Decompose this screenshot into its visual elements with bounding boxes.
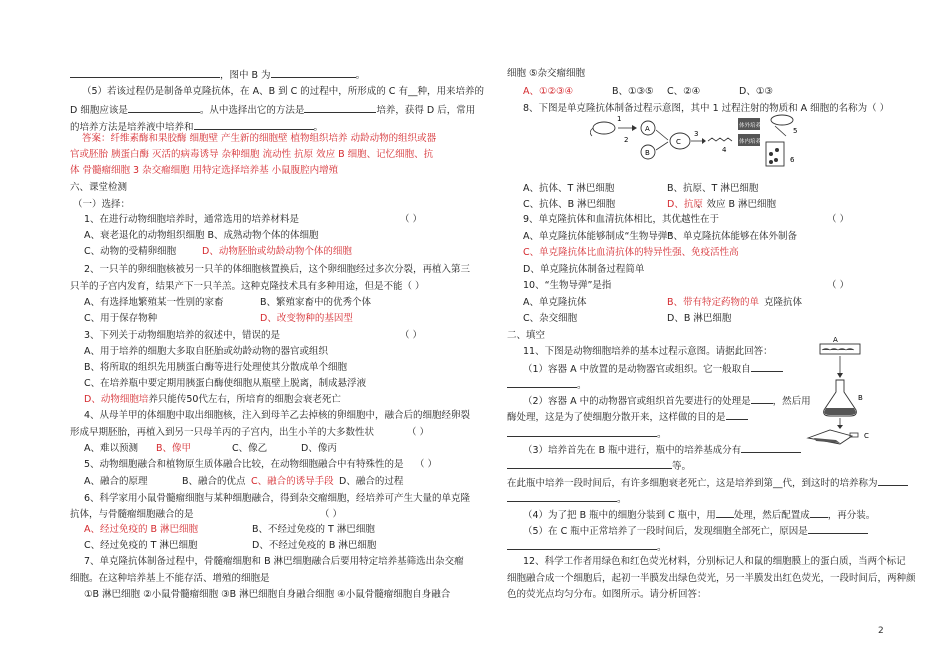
mouse-left-icon	[593, 122, 615, 134]
text-span: （4）为了把 B 瓶中的细胞分装到 C 瓶中，用	[523, 510, 716, 521]
text-line	[84, 378, 366, 389]
text-span: C、杂交细胞	[523, 313, 578, 324]
text-span: A、抗体、T 淋巴细胞	[523, 183, 615, 194]
text-line	[82, 86, 484, 97]
page-number: 2	[878, 626, 884, 636]
text-span: 培养，获得 D 后，常用	[376, 105, 476, 116]
text-span: 体 骨髓瘤细胞 3 杂交瘤细胞 用特定选择培养基 小鼠腹腔内增殖	[70, 165, 339, 176]
text-line	[523, 556, 906, 567]
text-line	[523, 508, 875, 521]
option-text: B、带有特定药物的单	[667, 297, 760, 308]
answer-blank	[878, 476, 908, 486]
text-span: 9、单克隆抗体和血清抗体相比，其优越性在于	[523, 214, 720, 225]
text-line	[507, 330, 545, 341]
text-span: C、抗体、B 淋巴细胞	[523, 199, 616, 210]
text-span: 只羊的子宫内发育，结果产下一只羊羔。这种克隆技术具有多种用途，但是不能（ ）	[70, 281, 425, 292]
text-line	[523, 183, 614, 194]
fig8-label-B: B	[645, 149, 650, 157]
answer-blank	[808, 524, 868, 534]
text-line	[84, 230, 319, 241]
option-text: B、繁殖家畜中的优秀个体	[260, 297, 372, 308]
fig8-label-6: 6	[790, 156, 795, 164]
text-line	[70, 573, 270, 584]
text-span: A、有选择地繁殖某一性别的家畜	[84, 297, 224, 308]
text-span: 5、动物细胞融合和植物原生质体融合比较，在动物细胞融合中有特殊性的是	[84, 459, 404, 470]
text-line	[507, 492, 627, 505]
text-line	[523, 297, 587, 308]
text-span: 。从中选择出它的方法是	[199, 105, 305, 116]
text-span: A、①②③④	[523, 86, 574, 97]
text-line	[523, 346, 773, 357]
text-line	[70, 281, 425, 292]
text-line	[84, 246, 176, 257]
answer-blank	[741, 443, 801, 453]
answer-blank	[507, 378, 577, 388]
text-line	[84, 589, 450, 600]
text-span: ①B 淋巴细胞 ②小鼠骨髓瘤细胞 ③B 淋巴细胞自身融合细胞 ④小鼠骨髓瘤细胞自身融合	[84, 589, 451, 600]
text-span: D、单克隆抗体制备过程简单	[523, 264, 645, 275]
text-span: C、动物的受精卵细胞	[84, 246, 177, 257]
answer-blank	[194, 120, 314, 130]
text-span: 细胞融合成一个细胞后，起初一半膜发出绿色荧光，另一半膜发出红色荧光，一段时间后，两种颜	[507, 573, 916, 584]
text-span: 7、单克隆抗体制备过程中，骨髓瘤细胞和 B 淋巴细胞融合后要用特定培养基筛选出杂交瘤	[84, 556, 464, 567]
option-text: B、单克隆抗体能够在体外制备	[667, 231, 798, 242]
answer-blank	[810, 508, 828, 518]
text-span: A、难以预测	[84, 443, 138, 454]
fig11-label-A: A	[833, 336, 838, 344]
text-span: 养只能传50代左右，所培育的细胞会衰老死亡	[148, 394, 341, 405]
text-line	[523, 394, 811, 407]
option-text: D、融合的过程	[339, 476, 404, 487]
text-span: （2）容器 A 中的动物器官或组织首先要进行的处理是	[523, 396, 751, 407]
option-text: C、像乙	[232, 443, 268, 454]
text-span: B、将所取的组织先用胰蛋白酶等进行处理使其分散成单个细胞	[84, 362, 348, 373]
text-line	[84, 410, 470, 421]
text-span: A、衰老退化的动物组织细胞 B、成熟动物个体的体细胞	[84, 230, 319, 241]
text-span: C、经过免疫的 T 淋巴细胞	[84, 540, 198, 551]
text-line	[70, 427, 374, 438]
flask-icon	[766, 142, 784, 166]
text-span: （5）在 C 瓶中正常培养了一段时间后，发现细胞全部死亡，原因是	[523, 526, 808, 537]
text-line	[70, 182, 127, 193]
text-span: 细胞。在这种培养基上不能存活、增殖的细胞是	[70, 573, 270, 584]
text-span: C、在培养瓶中要定期用胰蛋白酶使细胞从瓶壁上脱离，制成悬浮液	[84, 378, 367, 389]
option-text: 、效应 B 淋巴细胞	[697, 199, 777, 210]
option-text: D、抗原	[667, 199, 703, 210]
option-text: D、①③	[739, 86, 773, 97]
text-span: 3、下列关于动物细胞培养的叙述中，错误的是	[84, 330, 281, 341]
text-line	[507, 378, 587, 391]
text-span: 11、下图是动物细胞培养的基本过程示意图。请据此回答：	[523, 346, 773, 357]
text-line	[70, 149, 433, 160]
fig8-label-1: 1	[617, 115, 622, 123]
text-span: 。	[355, 70, 366, 81]
text-span: 。	[313, 122, 324, 133]
text-line	[84, 443, 138, 454]
text-span: 8、下图是单克隆抗体制备过程示意图，其中 1 过程注射的物质和 A 细胞的名称为（ ）	[523, 103, 890, 114]
text-span: 色的荧光点均匀分布。如图所示。请分析回答：	[507, 589, 707, 600]
text-span: 2、一只羊的卵细胞核被另一只羊的体细胞核置换后，这个卵细胞经过多次分裂，再植入第三	[84, 264, 471, 275]
text-span: 处理，然后配置成	[733, 510, 810, 521]
text-span: A、融合的原理	[84, 476, 148, 487]
text-line	[523, 362, 783, 375]
text-line	[84, 214, 299, 225]
text-span: （1）容器 A 中放置的是动物器官或组织。它一般取自	[523, 364, 751, 375]
text-span: ，图中 B 为	[220, 70, 271, 81]
text-line	[84, 524, 198, 535]
text-line	[523, 214, 719, 225]
text-line	[84, 459, 404, 470]
answer-blank	[726, 410, 748, 420]
text-line	[523, 524, 868, 537]
text-span: ，然后用	[772, 396, 811, 407]
text-span: 答案：纤维素酶和果胶酶 细胞壁 产生新的细胞壁 植物组织培养 动龄动物的组织或器	[82, 133, 437, 144]
text-span: 。	[617, 494, 627, 505]
text-line	[507, 427, 667, 440]
text-span: 六、课堂检测	[70, 182, 128, 193]
text-span: 。	[577, 380, 587, 391]
answer-blank	[751, 362, 783, 372]
option-text: （ ）	[827, 280, 850, 291]
text-line	[84, 493, 470, 504]
text-line	[523, 280, 611, 291]
text-line	[70, 120, 323, 133]
option-text: D、动物胚胎或幼龄动物个体的细胞	[202, 246, 352, 257]
figure-cell-culture	[800, 336, 880, 448]
fig8-label-in-vivo: 体内培养	[739, 139, 762, 145]
option-text: D、改变物种的基因型	[260, 313, 353, 324]
text-line	[507, 540, 667, 553]
text-span: 的培养方法是培养液中培养和	[70, 122, 194, 133]
text-line	[507, 459, 691, 472]
text-line	[84, 362, 347, 373]
text-span: 。	[657, 542, 667, 553]
text-line	[73, 199, 130, 210]
text-line	[507, 476, 908, 489]
text-line	[523, 247, 739, 258]
fig8-label-A: A	[645, 125, 650, 133]
option-text: C、融合的诱导手段	[251, 476, 334, 487]
text-span: 细胞 ⑤杂交瘤细胞	[507, 68, 586, 79]
option-text: （ ）	[827, 214, 850, 225]
option-text: B、①③⑤	[612, 86, 654, 97]
answer-blank	[507, 540, 657, 550]
text-span: 等。	[672, 461, 692, 472]
text-span: 形成早期胚胎，再植入到另一只母羊丙的子宫内，出生小羊的大多数性状	[70, 427, 375, 438]
text-line	[84, 540, 197, 551]
text-line	[507, 573, 916, 584]
text-line	[70, 103, 475, 116]
text-line	[82, 133, 436, 144]
text-line	[84, 313, 157, 324]
option-text: D、不经过免疫的 B 淋巴细胞	[252, 540, 377, 551]
figure-monoclonal-process	[590, 112, 805, 174]
answer-blank	[507, 427, 657, 437]
text-line	[507, 68, 585, 79]
text-span: A、用于培养的细胞大多取自胚胎或幼龄动物的器官或组织	[84, 346, 328, 357]
text-span: 6、科学家用小鼠骨髓瘤细胞与某种细胞融合，得到杂交瘤细胞，经培养可产生大量的单克隆	[84, 493, 471, 504]
text-span: 抗体，与骨髓瘤细胞融合的是	[70, 509, 194, 520]
option-text: B、融合的优点	[182, 476, 246, 487]
option-text: B、抗原、T 淋巴细胞	[667, 183, 759, 194]
text-line	[523, 199, 615, 210]
text-line	[84, 556, 464, 567]
option-text: （ ）	[400, 330, 423, 341]
text-line	[523, 86, 573, 97]
text-line	[523, 264, 644, 275]
fig8-label-3: 3	[694, 130, 699, 138]
answer-blank	[507, 492, 617, 502]
text-line	[523, 313, 577, 324]
text-span: 4、从母羊甲的体细胞中取出细胞核，注入到母羊乙去掉核的卵细胞中，融合后的细胞经卵裂	[84, 410, 471, 421]
text-span: （一）选择：	[73, 199, 131, 210]
fig8-label-C: C	[676, 138, 681, 146]
text-span: 官或胚胎 胰蛋白酶 灭活的病毒诱导 杂种细胞 流动性 抗原 效应 B 细胞、记忆细胞、抗	[70, 149, 434, 160]
text-span: 10、“生物导弹”是指	[523, 280, 612, 291]
answer-blank	[507, 459, 672, 469]
option-text: （ ）	[400, 214, 423, 225]
text-span: A、单克隆抗体	[523, 297, 587, 308]
text-span: 酶处理，这是为了使细胞分散开来，这样做的目的是	[507, 412, 726, 423]
text-line	[84, 264, 470, 275]
text-line	[84, 330, 280, 341]
option-text: （ ）	[407, 427, 430, 438]
text-span: ，再分装。	[827, 510, 876, 521]
fig11-label-B: B	[858, 394, 863, 402]
option-text: （ ）	[415, 459, 438, 470]
text-line	[84, 297, 224, 308]
text-span: A、单克隆抗体能够制成“生物导弹”	[523, 231, 673, 242]
text-span: D 细胞应该是	[70, 105, 128, 116]
option-text: 克隆抗体	[764, 297, 803, 308]
text-span: 二、填空	[507, 330, 546, 341]
text-span: 1、在进行动物细胞培养时，通常选用的培养材料是	[84, 214, 300, 225]
mouse-right-icon	[771, 115, 793, 125]
answer-blank	[271, 68, 356, 78]
text-line	[84, 394, 341, 405]
text-span: C、用于保存物种	[84, 313, 158, 324]
option-text: （ ）	[320, 509, 343, 520]
text-line	[523, 231, 672, 242]
fig8-label-2: 2	[624, 136, 629, 144]
text-line	[84, 346, 328, 357]
text-span: C、单克隆抗体比血清抗体的特异性强、免疫活性高	[523, 247, 739, 258]
text-line	[70, 509, 194, 520]
text-line	[70, 165, 338, 176]
option-text: B、不经过免疫的 T 淋巴细胞	[252, 524, 375, 535]
text-line	[507, 589, 707, 600]
answer-blank	[304, 103, 376, 113]
answer-blank	[70, 68, 220, 78]
fig8-label-5: 5	[793, 127, 798, 135]
option-text: C、②④	[667, 86, 701, 97]
fig8-label-4: 4	[722, 146, 727, 154]
text-span: （3）培养首先在 B 瓶中进行，瓶中的培养基成分有	[523, 445, 742, 456]
option-text: B、像甲	[156, 443, 192, 454]
answer-blank	[716, 508, 734, 518]
option-text: D、像丙	[301, 443, 337, 454]
answer-blank	[128, 103, 200, 113]
text-span: 。	[657, 429, 667, 440]
text-line	[507, 410, 748, 423]
option-text: D、B 淋巴细胞	[667, 313, 732, 324]
text-span: （5）若该过程仍是制备单克隆抗体，在 A、B 到 C 的过程中，所形成的 C 有__种，用来培养的	[82, 86, 484, 97]
text-span: A、经过免疫的 B 淋巴细胞	[84, 524, 199, 535]
text-span: 12、科学工作者用绿色和红色荧光材料，分别标记人和鼠的细胞膜上的蛋白质，当两个标记	[523, 556, 906, 567]
text-line	[84, 476, 148, 487]
fig8-label-in-vitro: 体外培养	[739, 123, 762, 129]
text-span: 在此瓶中培养一段时间后，有许多细胞衰老死亡，这是培养到第__代，到这时的培养称为	[507, 478, 878, 489]
text-line	[70, 68, 365, 81]
fig11-label-C: C	[864, 432, 869, 440]
text-span: D、动物细胞培	[84, 394, 149, 405]
answer-blank	[751, 394, 773, 404]
text-line	[523, 443, 801, 456]
